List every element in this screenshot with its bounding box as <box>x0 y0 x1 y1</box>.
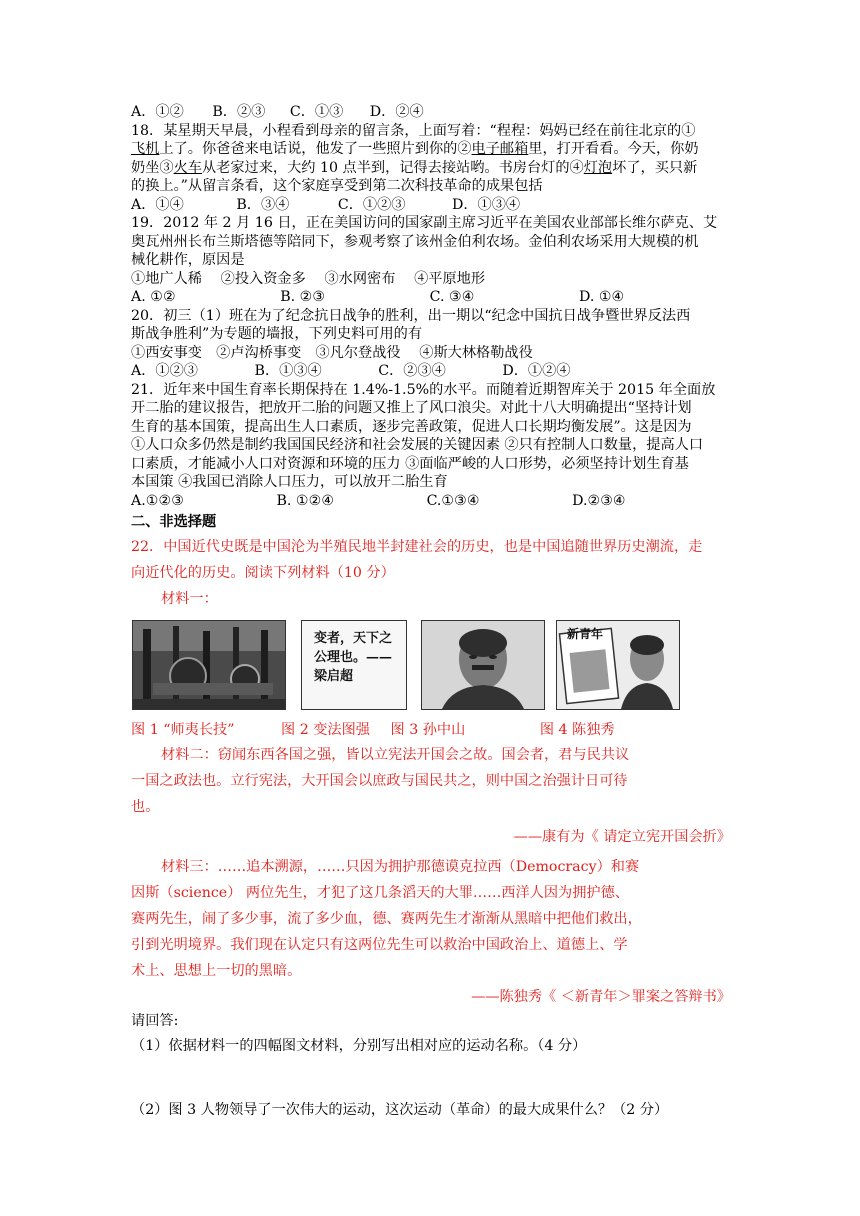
exam-page <box>131 103 731 1120</box>
q18-text: 里，打开看看。今天，你奶 <box>528 141 699 157</box>
option-d: D.②③④ <box>572 492 626 509</box>
q20-options <box>131 362 731 381</box>
option-a: A.①②③ <box>131 492 184 509</box>
question-21 <box>131 381 731 511</box>
material-2-line: 一国之政法也。立行宪法，大开国会以庶政与国民共之，则中国之治强计日可待 <box>131 773 628 789</box>
answer-prompt: 请回答: <box>131 1013 179 1029</box>
option-b: B．③④ <box>236 196 290 213</box>
option-b: B．②③ <box>212 104 266 120</box>
material-2-line: 材料二：窃闻东西各国之强，皆以立宪法开国会之故。国会者，君与民共议 <box>161 747 630 763</box>
q21-line: ①人口众多仍然是制约我国国民经济和社会发展的关键因素 ②只有控制人口数量，提高人口 <box>131 437 704 453</box>
q18-line: 的换上。”从留言条看，这个家庭享受到第二次科技革命的成果包括 <box>131 178 543 194</box>
figure-2-image <box>301 620 407 710</box>
q18-options <box>131 196 731 215</box>
q20-line: 20．初三（1）班在为了纪念抗日战争的胜利，出一期以“纪念中国抗日战争暨世界反法西 <box>131 307 691 324</box>
q19-options <box>131 288 731 307</box>
q21-line: 口素质，才能减小人口对资源和环境的压力 ③面临严峻的人口形势，必须坚持计划生育基 <box>131 455 689 472</box>
q21-line: 开二胎的建议报告，把放开二胎的问题又推上了风口浪尖。对此十八大明确提出“坚持计划 <box>131 400 692 416</box>
q18-line: 18．某星期天早晨，小程看到母亲的留言条，上面写着：“程程：妈妈已经在前往北京的① <box>131 122 696 139</box>
material-3-line: 材料三：……追本溯源，……只因为拥护那德谟克拉西（Democracy）和赛 <box>161 859 640 875</box>
underlined-term: 火车 <box>173 159 202 176</box>
option-c: C．②③④ <box>378 363 446 379</box>
q20-line: 斯战争胜利”为专题的墙报，下列史料可用的有 <box>131 326 423 342</box>
caption-1: 图 1 “师夷长技” <box>131 722 235 738</box>
question-22 <box>131 534 731 1120</box>
q18-text: 坏了，买只新 <box>612 159 698 176</box>
option-d: D．①②④ <box>502 363 571 379</box>
material-1-label: 材料一： <box>161 591 218 607</box>
caption-2: 图 2 变法图强 <box>281 722 370 738</box>
q18-text: 奶坐③ <box>131 159 174 176</box>
question-20 <box>131 307 731 381</box>
option-a: A．①② <box>131 104 184 120</box>
question-19 <box>131 214 731 307</box>
option-c: C.①③④ <box>426 492 480 509</box>
figure-captions <box>131 718 731 742</box>
underlined-term: 电子邮箱 <box>471 141 529 157</box>
option-d: D. ①④ <box>578 289 625 305</box>
material-2 <box>131 742 731 850</box>
figure-4-image <box>556 620 680 710</box>
question-18 <box>131 122 731 215</box>
underlined-term: 灯泡 <box>583 159 613 176</box>
q22-line: 22．中国近代史既是中国沦为半殖民地半封建社会的历史，也是中国追随世界历史潮流，走 <box>131 539 703 555</box>
option-c: C．①②③ <box>337 196 406 213</box>
material-2-line: 也。 <box>131 799 160 815</box>
q19-line: 奥瓦州州长布兰斯塔德等陪同下，参观考察了该州金伯利农场。金伯利农场采用大规模的机 <box>131 233 699 250</box>
q21-options <box>131 492 731 511</box>
option-a: A. ①② <box>131 289 176 305</box>
q18-text: 上了。你爸爸来电话说，他发了一些照片到你的② <box>159 141 472 157</box>
q18-text: 从老家过来，大约 10 点半到，记得去接站哟。书房台灯的④ <box>201 159 584 176</box>
q21-line: 生育的基本国策，提高出生人口素质，逐步完善政策，促进人口长期均衡发展”。这是因为 <box>131 418 692 435</box>
sub-question-1: （1）依据材料一的四幅图文材料，分别写出相对应的运动名称。（4 分） <box>131 1037 587 1054</box>
material-3-line: 因斯（science） 两位先生，才犯了这几条滔天的大罪……西洋人因为拥护德、 <box>131 885 629 901</box>
figure-row <box>131 620 731 712</box>
option-a: A．①②③ <box>131 363 198 379</box>
section-heading: 二、非选择题 <box>131 514 217 530</box>
q17-options <box>131 103 731 122</box>
q18-line <box>131 140 731 159</box>
figure-3-image <box>421 620 545 710</box>
option-c: C. ③④ <box>429 289 475 305</box>
material-3-line: 赛两先生，闹了多少事，流了多少血，德、赛两先生才渐渐从黑暗中把他们救出， <box>131 911 642 927</box>
figure-2-quote: 变者，天下之公理也。——梁启超 <box>314 631 393 684</box>
portrait-photo <box>422 621 544 709</box>
caption-4: 图 4 陈独秀 <box>539 722 615 738</box>
option-c: C．①③ <box>289 104 344 120</box>
material-3-line: 术上、思想上一切的黑暗。 <box>131 963 302 979</box>
figure-1-image <box>132 620 286 710</box>
option-b: B. ②③ <box>280 289 326 305</box>
material-2-source: ——康有为《 请定立宪开国会折》 <box>513 829 731 845</box>
caption-3: 图 3 孙中山 <box>390 722 466 738</box>
q20-items: ①西安事变 ②卢沟桥事变 ③凡尔登战役 ④斯大林格勒战役 <box>131 344 533 361</box>
factory-photo <box>133 621 285 709</box>
q19-line: 械化耕作，原因是 <box>131 252 245 268</box>
q19-items: ①地广人稀 ②投入资金多 ③水网密布 ④平原地形 <box>131 270 486 287</box>
sub-question-2: （2）图 3 人物领导了一次伟大的运动，这次运动（革命）的最大成果什么？（2 分） <box>131 1102 669 1118</box>
option-a: A．①④ <box>131 196 184 213</box>
option-d: D．②④ <box>369 104 424 120</box>
q21-line: 21．近年来中国生育率长期保持在 1.4%-1.5%的水平。而随着近期智库关于 2015 年全面放 <box>131 381 716 398</box>
material-3 <box>131 854 731 1010</box>
underlined-term: 飞机 <box>131 141 160 157</box>
option-b: B. ①②④ <box>276 492 335 509</box>
q22-line: 向近代化的历史。阅读下列材料（10 分） <box>131 565 395 581</box>
q21-line: 本国策 ④我国已消除人口压力，可以放开二胎生育 <box>131 474 448 490</box>
option-d: D．①③④ <box>451 196 521 213</box>
q18-line <box>131 159 731 178</box>
material-3-line: 引到光明境界。我们现在认定只有这两位先生可以救治中国政治上、道德上、学 <box>131 937 628 953</box>
q19-line: 19．2012 年 2 月 16 日，正在美国访问的国家副主席习近平在美国农业部部长维尔萨克、艾 <box>131 215 718 231</box>
figure-4-magazine-title: 新青年 <box>567 627 604 641</box>
option-b: B．①③④ <box>254 363 322 379</box>
material-3-source: ——陈独秀《 ＜新青年＞罪案之答辩书》 <box>471 989 731 1005</box>
